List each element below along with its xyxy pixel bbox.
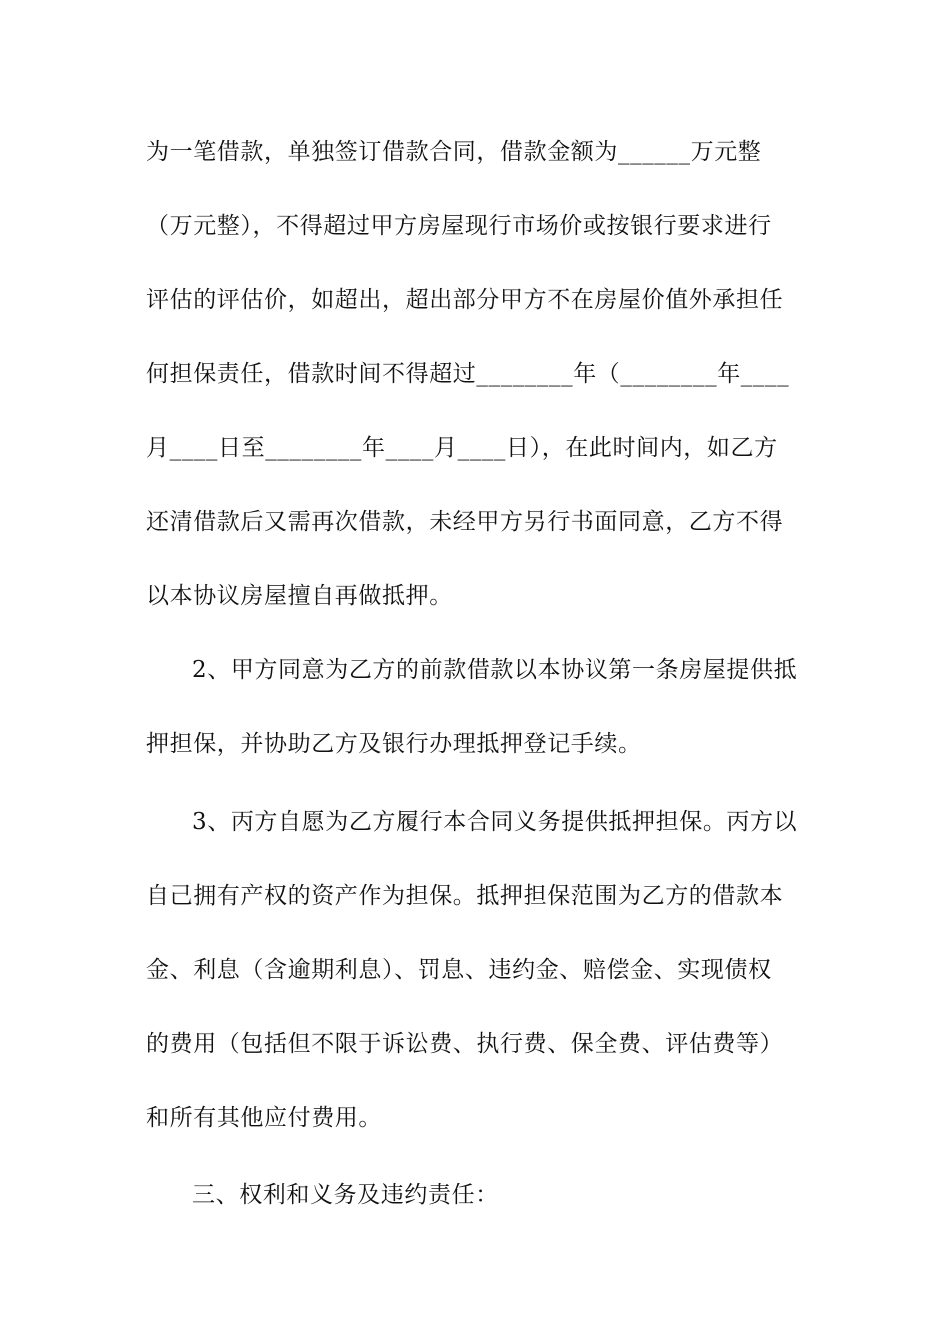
paragraph-line: （万元整），不得超过甲方房屋现行市场价或按银行要求进行 <box>146 213 772 239</box>
paragraph-line: 评估的评估价，如超出，超出部分甲方不在房屋价值外承担任 <box>146 287 784 313</box>
paragraph-line: 和所有其他应付费用。 <box>146 1105 382 1131</box>
paragraph-line: 押担保，并协助乙方及银行办理抵押登记手续。 <box>146 731 642 757</box>
paragraph-line: 还清借款后又需再次借款，未经甲方另行书面同意，乙方不得 <box>146 509 784 535</box>
clause-2-line: 2、甲方同意为乙方的前款借款以本协议第一条房屋提供抵 <box>192 657 798 683</box>
paragraph-line: 以本协议房屋擅自再做抵押。 <box>146 583 453 609</box>
paragraph-line: 何担保责任，借款时间不得超过________年（________年____ <box>146 361 790 387</box>
paragraph-line: 金、利息（含逾期利息）、罚息、违约金、赔偿金、实现债权 <box>146 957 772 983</box>
paragraph-line: 月____日至________年____月____日），在此时间内，如乙方 <box>146 435 778 461</box>
clause-3-line: 3、丙方自愿为乙方履行本合同义务提供抵押担保。丙方以 <box>192 809 798 835</box>
paragraph-line: 自己拥有产权的资产作为担保。抵押担保范围为乙方的借款本 <box>146 883 784 909</box>
paragraph-line: 的费用（包括但不限于诉讼费、执行费、保全费、评估费等） <box>146 1031 784 1057</box>
paragraph-line: 为一笔借款，单独签订借款合同，借款金额为______万元整 <box>146 139 762 165</box>
section-heading: 三、权利和义务及违约责任： <box>192 1182 499 1208</box>
